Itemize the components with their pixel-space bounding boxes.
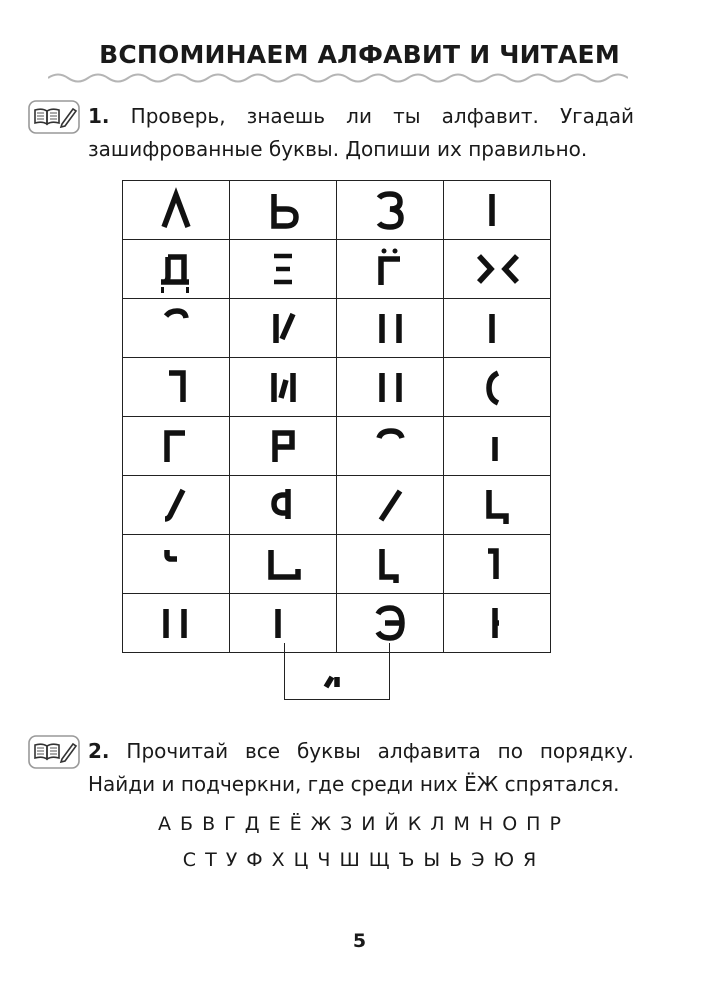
cipher-cell[interactable] [230, 299, 337, 358]
cipher-row [123, 476, 551, 535]
cipher-cell[interactable] [444, 240, 551, 299]
cipher-cell[interactable] [123, 358, 230, 417]
task-1-number: 1. [88, 104, 110, 128]
alphabet-letter[interactable]: О [502, 813, 518, 835]
cipher-row [123, 299, 551, 358]
cipher-cell[interactable] [337, 358, 444, 417]
cipher-cell[interactable] [337, 417, 444, 476]
cipher-cell[interactable] [123, 181, 230, 240]
alphabet-letter[interactable]: Л [430, 813, 445, 835]
book-pencil-icon [28, 100, 80, 134]
alphabet-letter[interactable]: И [361, 813, 376, 835]
book-pencil-icon [28, 735, 80, 769]
cipher-cell[interactable] [337, 240, 444, 299]
cipher-cell[interactable] [444, 594, 551, 653]
cipher-cell[interactable] [230, 535, 337, 594]
task-1-instructions: Проверь, знаешь ли ты алфавит. Угадай зашифрованные буквы. Допиши их правильно. [88, 104, 635, 161]
page-number: 5 [352, 930, 367, 952]
cipher-cell[interactable] [337, 476, 444, 535]
alphabet-letter[interactable]: Б [180, 813, 194, 835]
cipher-cell[interactable] [337, 535, 444, 594]
alphabet-letter[interactable]: Т [205, 849, 217, 871]
cipher-grid [122, 180, 551, 653]
cipher-cell[interactable] [123, 417, 230, 476]
cipher-cell[interactable] [123, 535, 230, 594]
alphabet-row-2 [0, 849, 719, 871]
cipher-cell[interactable] [230, 476, 337, 535]
alphabet-letter[interactable]: К [407, 813, 422, 835]
alphabet-letter[interactable]: С [182, 849, 197, 871]
cipher-row [123, 535, 551, 594]
cipher-cell[interactable] [123, 594, 230, 653]
cipher-row [123, 240, 551, 299]
task-2-instructions: Прочитай все буквы алфавита по порядку. Найди и подчеркни, где среди них ЁЖ спрятался. [88, 739, 634, 796]
alphabet-letter[interactable]: Ш [339, 849, 360, 871]
alphabet-letter[interactable]: В [202, 813, 216, 835]
alphabet-letter[interactable]: У [225, 849, 238, 871]
alphabet-letter[interactable]: Й [384, 813, 399, 835]
cipher-cell[interactable] [123, 240, 230, 299]
cipher-cell[interactable] [230, 181, 337, 240]
alphabet-letter[interactable]: А [158, 813, 172, 835]
alphabet-row-1 [0, 813, 719, 835]
alphabet-letter[interactable]: Щ [368, 849, 390, 871]
task-2-text [88, 735, 634, 801]
alphabet-letter[interactable]: Э [471, 849, 485, 871]
cipher-row [123, 358, 551, 417]
task-2-number: 2. [88, 739, 110, 763]
cipher-cell[interactable] [444, 476, 551, 535]
cipher-cell[interactable] [444, 417, 551, 476]
alphabet-letter[interactable]: Ю [493, 849, 514, 871]
alphabet-letter[interactable]: Ф [246, 849, 263, 871]
cipher-cell[interactable] [337, 299, 444, 358]
alphabet-letter[interactable]: Я [523, 849, 537, 871]
task-1-text [88, 100, 634, 166]
alphabet-letter[interactable]: Д [244, 813, 260, 835]
cipher-cell[interactable] [444, 299, 551, 358]
cipher-cell[interactable] [230, 240, 337, 299]
alphabet-letter[interactable]: Ж [310, 813, 332, 835]
alphabet-letter[interactable]: Ё [289, 813, 302, 835]
cipher-cell[interactable] [230, 417, 337, 476]
cipher-cell[interactable] [444, 181, 551, 240]
alphabet-letter[interactable]: Ч [317, 849, 331, 871]
alphabet-letter[interactable]: Е [268, 813, 281, 835]
cipher-row [123, 417, 551, 476]
alphabet-letter[interactable]: Ц [293, 849, 309, 871]
page-title: ВСПОМИНАЕМ АЛФАВИТ И ЧИТАЕМ [99, 40, 620, 69]
alphabet-letter[interactable]: З [340, 813, 353, 835]
alphabet-letter[interactable]: Ы [423, 849, 441, 871]
cipher-cell[interactable] [444, 358, 551, 417]
wavy-divider [48, 70, 628, 86]
cipher-cell[interactable] [337, 181, 444, 240]
alphabet-letter[interactable]: Н [478, 813, 494, 835]
cipher-cell[interactable] [444, 535, 551, 594]
alphabet-letter[interactable]: П [526, 813, 541, 835]
cipher-cell[interactable] [230, 358, 337, 417]
alphabet-letter[interactable]: М [453, 813, 470, 835]
alphabet-letter[interactable]: Ь [449, 849, 463, 871]
alphabet-letter[interactable]: Х [271, 849, 285, 871]
cipher-cell[interactable] [123, 299, 230, 358]
alphabet-letter[interactable]: Р [549, 813, 561, 835]
alphabet-letter[interactable]: Г [224, 813, 236, 835]
alphabet-letter[interactable]: Ъ [398, 849, 415, 871]
cipher-cell[interactable] [123, 476, 230, 535]
cipher-cell-extra[interactable] [284, 643, 390, 700]
cipher-row [123, 181, 551, 240]
